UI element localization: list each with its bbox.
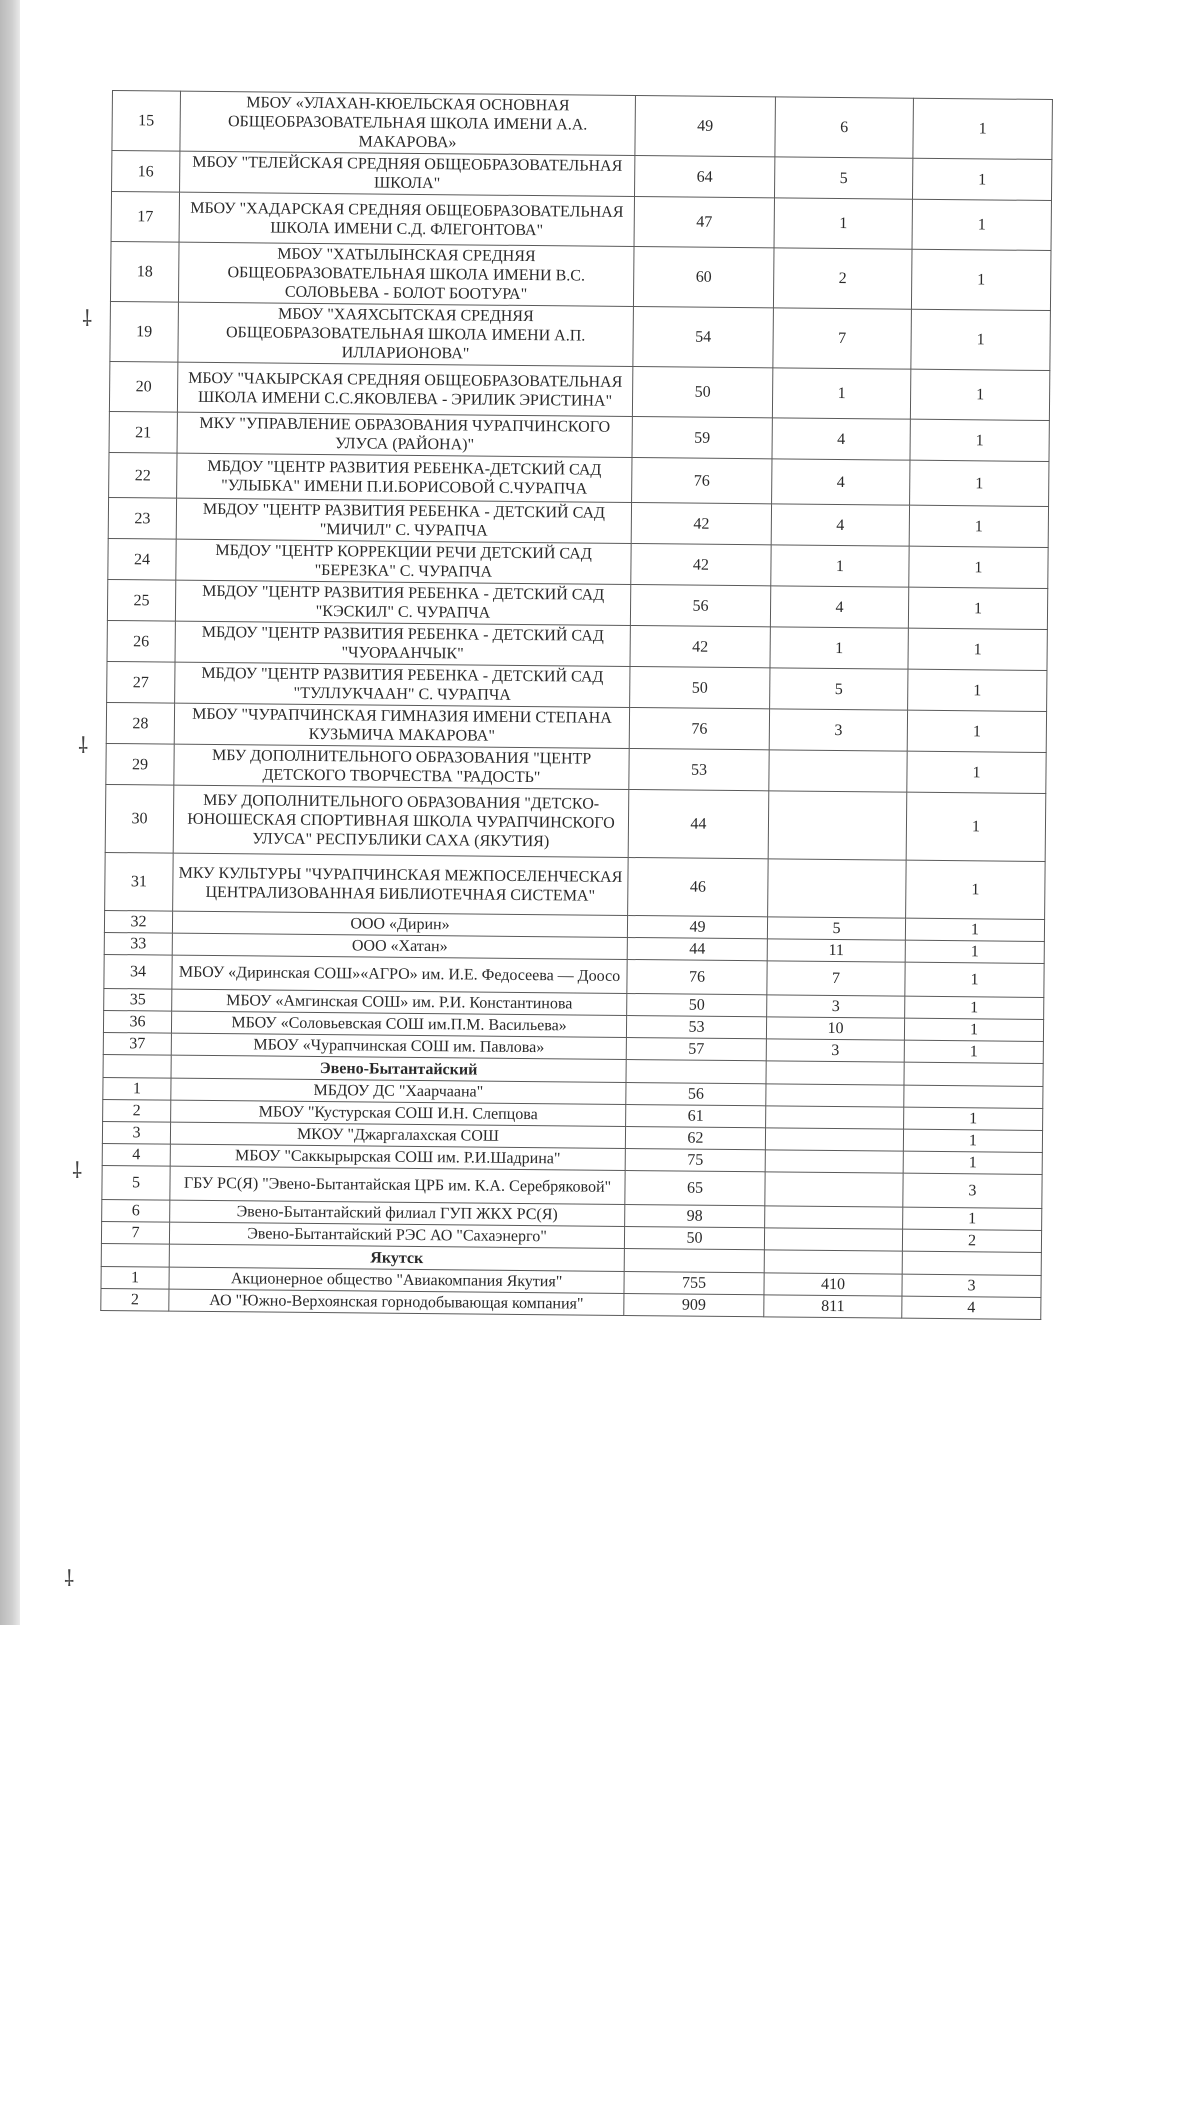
organization-name: Эвено-Бытантайский РЭС АО "Сахаэнерго" — [169, 1222, 624, 1248]
value-col-3: 1 — [906, 860, 1046, 919]
row-number: 22 — [109, 452, 177, 498]
value-col-1: 42 — [631, 544, 771, 586]
value-col-3: 3 — [902, 1274, 1041, 1297]
table-row — [110, 241, 1051, 310]
value-col-2: 6 — [775, 97, 914, 158]
value-col-1: 56 — [630, 585, 770, 627]
table-row — [109, 361, 1049, 420]
organization-name: МБОУ «Чурапчинская СОШ им. Павлова» — [171, 1033, 626, 1059]
value-col-2: 10 — [766, 1017, 904, 1040]
value-col-2: 7 — [767, 961, 905, 996]
value-col-3: 2 — [902, 1229, 1041, 1252]
row-number: 21 — [109, 411, 177, 453]
table-row — [105, 852, 1046, 919]
scan-speck: ⸸ — [82, 306, 93, 331]
row-number: 33 — [104, 932, 172, 955]
value-col-3: 1 — [907, 710, 1046, 752]
value-col-1: 98 — [625, 1204, 765, 1227]
value-col-3: 1 — [909, 546, 1048, 588]
scan-speck: ⸸ — [78, 733, 89, 758]
section-title: Якутск — [169, 1244, 624, 1271]
organizations-table — [100, 90, 1053, 1320]
organization-name: МБОУ «Диринская СОШ»«АГРО» им. И.Е. Федосеева — Доосо — [172, 955, 627, 993]
value-col-3: 3 — [903, 1173, 1042, 1208]
value-col-1: 42 — [630, 626, 770, 668]
organization-name: МБДОУ "ЦЕНТР РАЗВИТИЯ РЕБЕНКА - ДЕТСКИЙ САД "КЭСКИЛ" С. ЧУРАПЧА — [175, 580, 630, 625]
value-col-3: 1 — [904, 1107, 1043, 1130]
value-col-2: 410 — [764, 1273, 902, 1296]
row-number: 18 — [110, 241, 179, 302]
value-col-1: 49 — [635, 96, 776, 157]
value-col-2 — [765, 1172, 903, 1207]
scan-speck: ⸸ — [72, 1158, 83, 1183]
value-col-2: 1 — [774, 198, 912, 249]
organization-name: МБОУ "Кустурская СОШ И.Н. Слепцова — [171, 1100, 626, 1126]
value-col-1: 76 — [627, 959, 767, 994]
value-col-2 — [768, 791, 907, 860]
value-col-1: 54 — [633, 307, 774, 368]
value-col-3: 1 — [908, 669, 1047, 711]
row-number: 29 — [106, 743, 174, 785]
value-col-1: 755 — [624, 1271, 764, 1294]
value-col-1: 909 — [624, 1293, 764, 1316]
row-number: 15 — [112, 91, 181, 152]
value-col-2: 5 — [770, 668, 908, 710]
value-col-1: 64 — [635, 156, 775, 198]
table-cell — [101, 1243, 169, 1267]
organization-name: МБОУ "ЧУРАПЧИНСКАЯ ГИМНАЗИЯ ИМЕНИ СТЕПАНА КУЗЬМИЧА МАКАРОВА" — [174, 703, 629, 748]
row-number: 17 — [111, 192, 179, 243]
organization-name: Акционерное общество "Авиакомпания Якутия" — [169, 1267, 624, 1293]
value-col-2: 3 — [767, 995, 905, 1018]
value-col-2: 11 — [767, 939, 905, 962]
value-col-1: 60 — [633, 247, 774, 308]
organization-name: МБДОУ ДС "Хаарчаана" — [171, 1078, 626, 1104]
value-col-1: 65 — [625, 1170, 765, 1205]
value-col-3: 1 — [905, 940, 1044, 963]
organization-name: ГБУ РС(Я) "Эвено-Бытантайская ЦРБ им. К.А. Серебряковой" — [170, 1166, 625, 1204]
value-col-1: 76 — [629, 707, 769, 749]
value-col-3: 1 — [910, 369, 1049, 420]
organization-name: МБДОУ "ЦЕНТР РАЗВИТИЯ РЕБЕНКА - ДЕТСКИЙ САД "ТУЛЛУКЧААН" С. ЧУРАПЧА — [175, 662, 630, 707]
value-col-2: 2 — [773, 248, 912, 309]
value-col-2: 5 — [774, 157, 912, 199]
table-cell — [902, 1251, 1041, 1275]
row-number: 2 — [103, 1099, 171, 1122]
organization-name: МБОУ "ХАДАРСКАЯ СРЕДНЯЯ ОБЩЕОБРАЗОВАТЕЛЬНАЯ ШКОЛА ИМЕНИ С.Д. ФЛЕГОНТОВА" — [179, 192, 634, 246]
value-col-3: 1 — [906, 792, 1046, 861]
value-col-2: 4 — [772, 418, 910, 460]
value-col-3: 1 — [911, 249, 1051, 310]
value-col-1: 46 — [628, 857, 769, 916]
row-number: 27 — [107, 661, 175, 703]
row-number: 28 — [106, 702, 174, 744]
value-col-3: 1 — [903, 1151, 1042, 1174]
value-col-3: 1 — [905, 996, 1044, 1019]
value-col-1: 62 — [625, 1126, 765, 1149]
organization-name: МКУ "УПРАВЛЕНИЕ ОБРАЗОВАНИЯ ЧУРАПЧИНСКОГО УЛУСА (РАЙОНА)" — [177, 412, 632, 457]
value-col-2 — [766, 1106, 904, 1129]
row-number: 3 — [102, 1121, 170, 1144]
section-title: Эвено-Бытантайский — [171, 1055, 626, 1082]
table-cell — [766, 1061, 904, 1085]
value-col-1: 50 — [627, 993, 767, 1016]
value-col-2 — [768, 859, 907, 918]
value-col-1: 50 — [624, 1226, 764, 1249]
value-col-1: 56 — [626, 1082, 766, 1105]
value-col-1: 50 — [632, 367, 772, 418]
scan-edge-shadow — [0, 0, 20, 1625]
organization-name: МБОУ «УЛАХАН-КЮЕЛЬСКАЯ ОСНОВНАЯ ОБЩЕОБРАЗОВАТЕЛЬНАЯ ШКОЛА ИМЕНИ А.А. МАКАРОВА» — [180, 91, 636, 155]
table-cell — [764, 1250, 902, 1274]
organization-name: МБОУ «Амгинская СОШ» им. Р.И. Константинова — [172, 989, 627, 1015]
organization-name: МБДОУ "ЦЕНТР РАЗВИТИЯ РЕБЕНКА-ДЕТСКИЙ САД "УЛЫБКА" ИМЕНИ П.И.БОРИСОВОЙ С.ЧУРАПЧА — [177, 453, 632, 502]
value-col-3: 1 — [910, 419, 1049, 461]
row-number: 25 — [107, 579, 175, 621]
value-col-1: 47 — [634, 197, 774, 248]
value-col-3: 4 — [902, 1296, 1041, 1319]
table-row — [110, 301, 1051, 370]
value-col-2 — [765, 1206, 903, 1229]
table-row — [105, 784, 1046, 861]
value-col-2 — [766, 1084, 904, 1107]
row-number: 26 — [107, 620, 175, 662]
row-number: 20 — [109, 361, 177, 412]
organization-name: МКУ КУЛЬТУРЫ "ЧУРАПЧИНСКАЯ МЕЖПОСЕЛЕНЧЕСКАЯ ЦЕНТРАЛИЗОВАННАЯ БИБЛИОТЕЧНАЯ СИСТЕМА" — [173, 853, 629, 915]
value-col-3: 1 — [909, 505, 1048, 547]
organization-name: МБУ ДОПОЛНИТЕЛЬНОГО ОБРАЗОВАНИЯ "ЦЕНТР ДЕТСКОГО ТВОРЧЕСТВА "РАДОСТЬ" — [174, 744, 629, 789]
organization-name: МБОУ "ХАТЫЛЫНСКАЯ СРЕДНЯЯ ОБЩЕОБРАЗОВАТЕЛЬНАЯ ШКОЛА ИМЕНИ В.С. СОЛОВЬЕВА - БОЛОТ БООТУРА" — [178, 242, 634, 306]
value-col-1: 57 — [626, 1037, 766, 1060]
value-col-1: 76 — [632, 458, 772, 504]
row-number: 2 — [101, 1288, 169, 1311]
organization-name: МБОУ "ЧАКЫРСКАЯ СРЕДНЯЯ ОБЩЕОБРАЗОВАТЕЛЬНАЯ ШКОЛА ИМЕНИ С.С.ЯКОВЛЕВА - ЭРИЛИК ЭРИСТИНА" — [177, 362, 632, 416]
value-col-2: 4 — [770, 586, 908, 628]
value-col-3 — [904, 1085, 1043, 1108]
row-number: 1 — [101, 1266, 169, 1289]
organization-name: МБОУ "ТЕЛЕЙСКАЯ СРЕДНЯЯ ОБЩЕОБРАЗОВАТЕЛЬНАЯ ШКОЛА" — [180, 151, 635, 196]
row-number: 36 — [103, 1010, 171, 1033]
value-col-2: 4 — [771, 504, 909, 546]
value-col-3: 1 — [908, 587, 1047, 629]
value-col-2: 3 — [766, 1039, 904, 1062]
row-number: 5 — [102, 1165, 170, 1200]
value-col-2: 5 — [767, 917, 905, 940]
value-col-2: 1 — [772, 368, 910, 419]
value-col-3: 1 — [904, 1040, 1043, 1063]
organization-name: Эвено-Бытантайский филиал ГУП ЖКХ РС(Я) — [170, 1200, 625, 1226]
row-number: 37 — [103, 1032, 171, 1055]
value-col-3: 1 — [903, 1207, 1042, 1230]
value-col-1: 61 — [626, 1104, 766, 1127]
value-col-1: 49 — [627, 915, 767, 938]
value-col-2: 3 — [769, 709, 907, 751]
value-col-1: 50 — [630, 666, 770, 708]
row-number: 7 — [101, 1221, 169, 1244]
row-number: 1 — [103, 1077, 171, 1100]
value-col-3: 1 — [905, 918, 1044, 941]
organization-name: АО "Южно-Верхоянская горнодобывающая компания" — [169, 1289, 624, 1315]
value-col-3: 1 — [905, 962, 1044, 997]
value-col-2: 1 — [770, 627, 908, 669]
value-col-3: 1 — [913, 98, 1053, 159]
table-cell — [624, 1248, 764, 1272]
table-cell — [904, 1062, 1043, 1086]
organization-name: МБОУ "ХАЯХСЫТСКАЯ СРЕДНЯЯ ОБЩЕОБРАЗОВАТЕЛЬНАЯ ШКОЛА ИМЕНИ А.П. ИЛЛАРИОНОВА" — [178, 302, 634, 366]
row-number: 34 — [104, 954, 172, 989]
row-number: 6 — [102, 1199, 170, 1222]
value-col-3: 1 — [908, 628, 1047, 670]
table-row — [111, 192, 1051, 251]
row-number: 32 — [104, 910, 172, 933]
value-col-2 — [764, 1228, 902, 1251]
value-col-3: 1 — [911, 309, 1051, 370]
value-col-3: 1 — [903, 1129, 1042, 1152]
value-col-2: 1 — [771, 545, 909, 587]
value-col-1: 59 — [632, 417, 772, 459]
row-number: 16 — [112, 151, 180, 193]
value-col-2: 4 — [772, 459, 910, 505]
value-col-2 — [769, 750, 907, 792]
value-col-1: 44 — [628, 789, 769, 858]
value-col-2 — [765, 1128, 903, 1151]
value-col-1: 53 — [626, 1015, 766, 1038]
row-number: 23 — [108, 497, 176, 539]
value-col-2: 811 — [764, 1295, 902, 1318]
table-row — [112, 91, 1053, 160]
organization-name: МКОУ "Джаргалахская СОШ — [170, 1122, 625, 1148]
row-number: 35 — [104, 988, 172, 1011]
organization-name: МБУ ДОПОЛНИТЕЛЬНОГО ОБРАЗОВАНИЯ "ДЕТСКО-ЮНОШЕСКАЯ СПОРТИВНАЯ ШКОЛА ЧУРАПЧИНСКОГО УЛУСА" РЕСПУБЛИКИ САХА (ЯКУТИЯ) — [173, 785, 629, 857]
value-col-3: 1 — [912, 199, 1051, 250]
row-number: 31 — [105, 852, 174, 911]
organization-name: ООО «Дирин» — [172, 911, 627, 937]
value-col-2 — [765, 1150, 903, 1173]
value-col-3: 1 — [910, 460, 1049, 506]
organization-name: МБОУ «Соловьевская СОШ им.П.М. Васильева» — [171, 1011, 626, 1037]
row-number: 30 — [105, 784, 174, 853]
organization-name: ООО «Хатан» — [172, 933, 627, 959]
organization-name: МБДОУ "ЦЕНТР РАЗВИТИЯ РЕБЕНКА - ДЕТСКИЙ САД "ЧУОРААНЧЫК" — [175, 621, 630, 666]
scan-speck: ⸸ — [64, 1566, 75, 1591]
row-number: 24 — [108, 538, 176, 580]
row-number: 19 — [110, 301, 179, 362]
value-col-1: 53 — [629, 748, 769, 790]
value-col-3: 1 — [904, 1018, 1043, 1041]
organization-name: МБДОУ "ЦЕНТР РАЗВИТИЯ РЕБЕНКА - ДЕТСКИЙ САД "МИЧИЛ" С. ЧУРАПЧА — [176, 498, 631, 543]
value-col-3: 1 — [912, 158, 1051, 200]
organization-name: МБОУ "Саккырырская СОШ им. Р.И.Шадрина" — [170, 1144, 625, 1170]
value-col-3: 1 — [907, 751, 1046, 793]
value-col-2: 7 — [773, 308, 912, 369]
value-col-1: 42 — [631, 503, 771, 545]
value-col-1: 75 — [625, 1148, 765, 1171]
table-cell — [103, 1054, 171, 1078]
row-number: 4 — [102, 1143, 170, 1166]
organization-name: МБДОУ "ЦЕНТР КОРРЕКЦИИ РЕЧИ ДЕТСКИЙ САД "БЕРЕЗКА" С. ЧУРАПЧА — [176, 539, 631, 584]
value-col-1: 44 — [627, 937, 767, 960]
table-cell — [626, 1059, 766, 1083]
